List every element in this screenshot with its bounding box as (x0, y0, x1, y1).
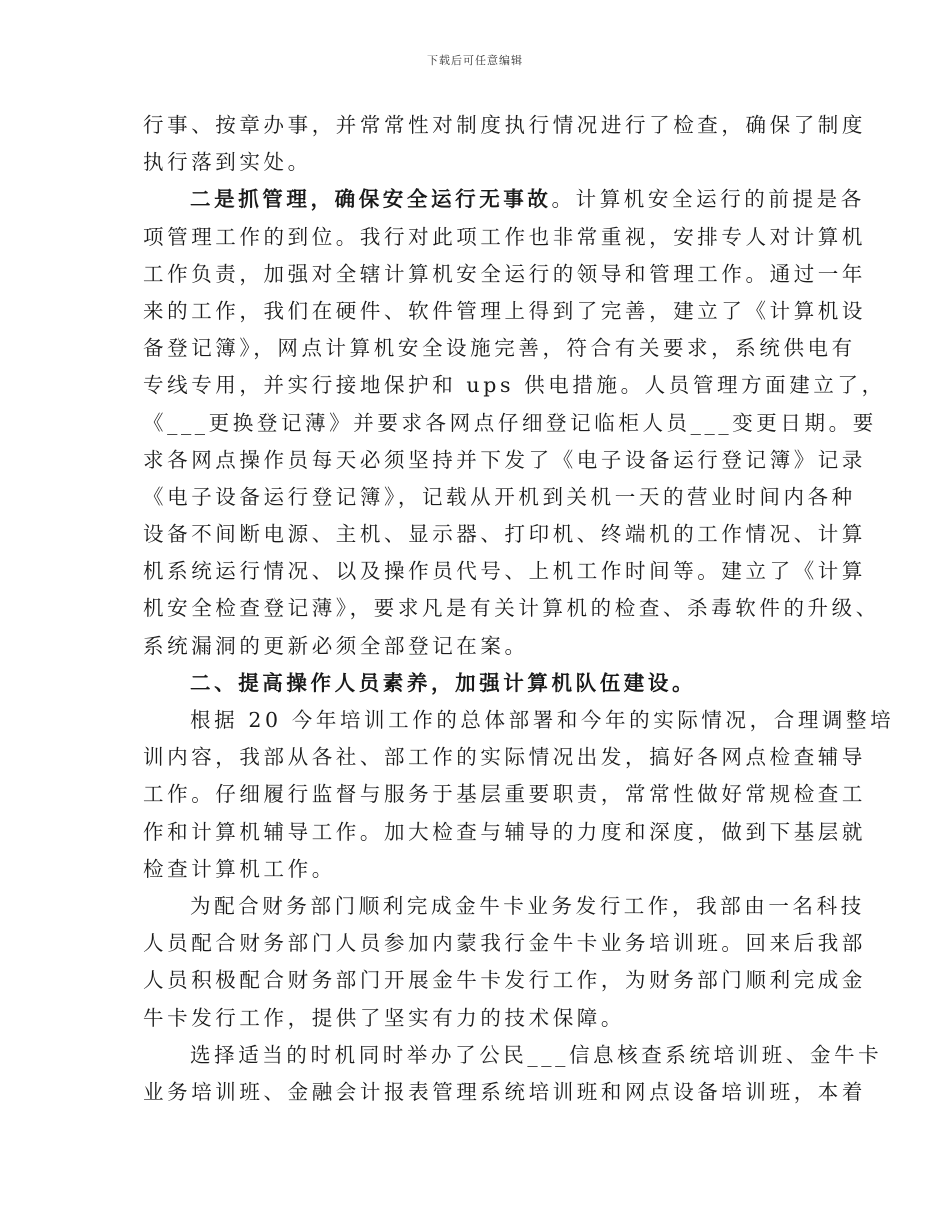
text-line (143, 888, 865, 925)
line-text: 设备不间断电源、主机、显示器、打印机、终端机的工作情况、计算 (143, 522, 866, 547)
line-text: 业务培训班、金融会计报表管理系统培训班和网点设备培训班，本着 (143, 1079, 866, 1104)
text-line (143, 144, 828, 181)
text-line (143, 479, 856, 516)
bold-heading: 二是抓管理，确保安全运行无事故 (190, 187, 552, 212)
text-line (143, 814, 866, 851)
line-text: 机安全检查登记薄》，要求凡是有关计算机的检查、杀毒软件的升级、 (143, 596, 880, 621)
text-line (143, 665, 828, 702)
line-text: 系统漏洞的更新必须全部登记在案。 (143, 633, 529, 658)
text-line (143, 962, 866, 999)
text-line (143, 1074, 866, 1111)
text-line (143, 590, 880, 627)
text-line (143, 702, 895, 739)
text-line (143, 219, 866, 256)
line-text: 选择适当的时机同时举办了公民___信息核查系统培训班、金牛卡 (190, 1042, 883, 1067)
text-line (143, 293, 866, 330)
document-body (143, 107, 895, 1111)
text-line (143, 1000, 828, 1037)
text-line (143, 442, 866, 479)
text-line (143, 851, 828, 888)
bold-heading: 二、提高操作人员素养，加强计算机队伍建设。 (190, 670, 697, 695)
line-text: 训内容，我部从各社、部工作的实际情况出发，搞好各网点检查辅导 (143, 745, 866, 770)
text-line (143, 1037, 883, 1074)
line-text: 工作。仔细履行监督与服务于基层重要职责，常常性做好常规检查工 (143, 782, 866, 807)
line-text: 检查计算机工作。 (143, 856, 336, 881)
line-text: 为配合财务部门顺利完成金牛卡业务发行工作，我部由一名科技 (190, 893, 865, 918)
line-text: 人员配合财务部门人员参加内蒙我行金牛卡业务培训班。回来后我部 (143, 931, 866, 956)
line-text: 机系统运行情况、以及操作员代号、上机工作时间等。建立了《计算 (143, 559, 866, 584)
line-text: 工作负责，加强对全辖计算机安全运行的领导和管理工作。通过一年 (143, 261, 866, 286)
text-line (143, 107, 866, 144)
text-line (143, 367, 886, 404)
line-text: 根据 20 今年培训工作的总体部署和今年的实际情况，合理调整培 (190, 708, 895, 732)
text-line (143, 925, 866, 962)
text-line (143, 776, 866, 813)
line-text: 人员积极配合财务部门开展金牛卡发行工作，为财务部门顺利完成金 (143, 968, 866, 993)
text-line (143, 256, 866, 293)
line-text: 《电子设备运行登记簿》，记载从开机到关机一天的营业时间内各种 (143, 484, 856, 509)
text-line (143, 628, 828, 665)
line-text: 专线专用，并实行接地保护和 ups 供电措施。人员管理方面建立了， (143, 373, 886, 398)
line-text: 来的工作，我们在硬件、软件管理上得到了完善，建立了《计算机设 (143, 298, 866, 323)
line-text: 行事、按章办事，并常常性对制度执行情况进行了检查，确保了制度 (143, 113, 866, 137)
line-text: 作和计算机辅导工作。加大检查与辅导的力度和深度，做到下基层就 (143, 819, 866, 844)
text-line (143, 330, 856, 367)
text-line (143, 405, 877, 442)
page-header: 下载后可任意编辑 (427, 54, 523, 67)
line-text: 执行落到实处。 (143, 150, 312, 175)
line-text: 牛卡发行工作，提供了坚实有力的技术保障。 (143, 1005, 625, 1030)
line-text: 。计算机安全运行的前提是各 (551, 187, 865, 212)
line-text: 《___更换登记薄》并要求各网点仔细登记临柜人员___变更日期。要 (143, 410, 877, 435)
text-line (143, 739, 866, 776)
text-line (143, 553, 866, 590)
text-line (143, 181, 865, 218)
line-text: 备登记簿》，网点计算机安全设施完善，符合有关要求，系统供电有 (143, 336, 856, 361)
line-text: 求各网点操作员每天必须坚持并下发了《电子设备运行登记簿》记录 (143, 447, 866, 472)
text-line (143, 516, 866, 553)
line-text: 项管理工作的到位。我行对此项工作也非常重视，安排专人对计算机 (143, 224, 866, 249)
